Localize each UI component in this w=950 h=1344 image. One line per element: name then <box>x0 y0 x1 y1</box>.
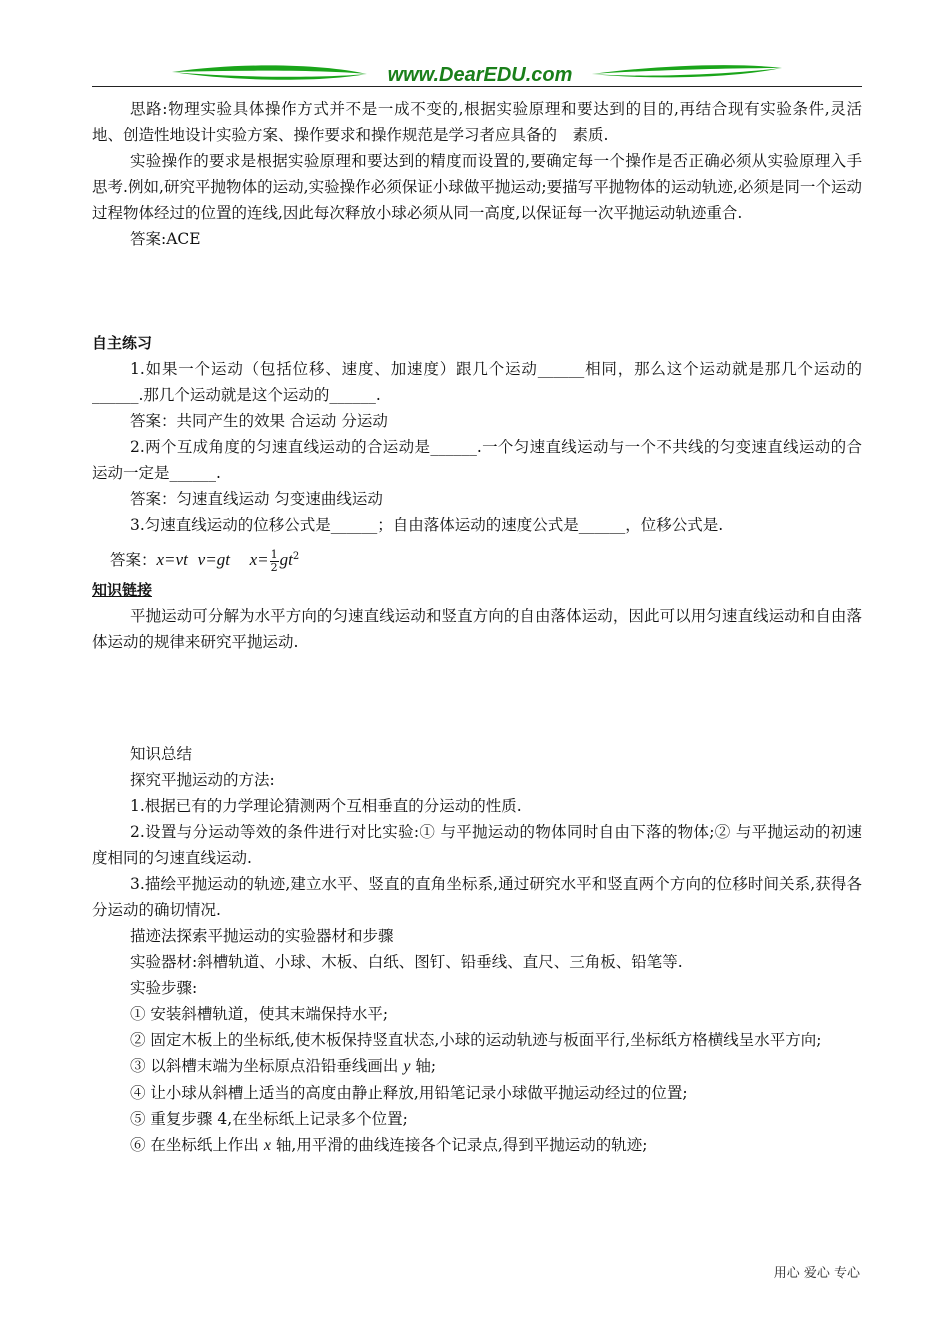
fraction-denominator: 2 <box>270 560 278 574</box>
link-heading: 知识链接 <box>92 581 153 600</box>
step-3-text: ③ 以斜槽末端为坐标原点沿铅垂线画出 <box>130 1057 404 1076</box>
header-divider <box>92 86 862 87</box>
question-2: 2.两个互成角度的匀速直线运动的合运动是______.一个匀速直线运动与一个不共线的匀变速直线运动的合运动一定是______. <box>92 438 862 482</box>
page-footer: 用心 爱心 专心 <box>773 1266 860 1281</box>
fraction-numerator: 1 <box>270 547 278 561</box>
link-paragraph: 平抛运动可分解为水平方向的匀速直线运动和竖直方向的自由落体运动，因此可以用匀速直线运动和自由落体运动的规律来研究平抛运动. <box>92 607 862 652</box>
steps-title: 实验步骤: <box>130 979 198 998</box>
answer-1: 答案：共同产生的效果 合运动 分运动 <box>130 412 388 430</box>
swoosh-logo-icon <box>92 60 862 88</box>
answer-2: 答案：匀速直线运动 匀变速曲线运动 <box>130 490 383 508</box>
site-header-logo <box>92 60 862 88</box>
question-3: 3.匀速直线运动的位移公式是______；自由落体运动的速度公式是______，位移公式是. <box>130 516 724 534</box>
answer-3 <box>92 540 862 577</box>
formula-velocity: v=gt <box>197 550 230 570</box>
method-2: 2.设置与分运动等效的条件进行对比实验:① 与平抛运动的物体同时自由下落的物体;② 与平抛运动的初速度相同的匀速直线运动. <box>92 823 862 868</box>
method-title: 探究平抛运动的方法: <box>130 771 275 790</box>
formula-fraction <box>270 549 279 574</box>
step-3-suffix: 轴; <box>410 1057 437 1076</box>
summary-heading: 知识总结 <box>130 745 193 764</box>
step-1: ① 安装斜槽轨道，使其末端保持水平; <box>130 1005 389 1024</box>
question-1: 1.如果一个运动（包括位移、速度、加速度）跟几个运动______相同，那么这个运动就是那几个运动的______.那几个运动就是这个运动的______. <box>92 360 862 404</box>
step-3 <box>92 1053 862 1080</box>
intro-paragraph-1: 思路:物理实验具体操作方式并不是一成不变的,根据实验原理和要达到的目的,再结合现有实验条件,灵活地、创造性地设计实验方案、操作要求和操作规范是学习者应具备的 素质. <box>92 100 862 144</box>
step-4: ④ 让小球从斜槽上适当的高度由静止释放,用铅笔记录小球做平抛运动经过的位置; <box>130 1084 688 1103</box>
method-3: 3.描绘平抛运动的轨迹,建立水平、竖直的直角坐标系,通过研究水平和竖直两个方向的位移时间关系,获得各分运动的确切情况. <box>92 875 862 920</box>
step-5: ⑤ 重复步骤 4,在坐标纸上记录多个位置; <box>130 1110 408 1129</box>
trace-title: 描迹法探索平抛运动的实验器材和步骤 <box>130 927 394 946</box>
intro-paragraph-2: 实验操作的要求是根据实验原理和要达到的精度而设置的,要确定每一个操作是否正确必须从实验原理入手思考.例如,研究平抛物体的运动,实验操作必须保证小球做平抛运动;要描写平抛物体的运动轨迹,必须是同一个运动过程物体经过的位置的连线,因此每次释放小球必须从同一高度,以保证每一次平抛运动轨迹重合. <box>92 152 862 222</box>
intro-answer: 答案:ACE <box>130 230 201 248</box>
step-2: ② 固定木板上的坐标纸,使木板保持竖直状态,小球的运动轨迹与板面平行,坐标纸方格横线呈水平方向; <box>130 1031 822 1050</box>
formula-displacement: x=vt <box>156 550 188 570</box>
step-3-variable: y <box>403 1058 411 1076</box>
formula-fall-lhs: x= <box>249 550 269 570</box>
formula-fall-rhs: gt <box>279 550 293 570</box>
document-body <box>92 96 862 1159</box>
equipment-list: 实验器材:斜槽轨道、小球、木板、白纸、图钉、铅垂线、直尺、三角板、铅笔等. <box>130 953 683 972</box>
spacer <box>92 252 862 330</box>
practice-heading: 自主练习 <box>92 334 153 352</box>
formula-exponent: 2 <box>292 551 300 562</box>
step-6-variable: x <box>263 1137 271 1155</box>
step-6 <box>92 1132 862 1159</box>
logo-text: www.DearEDU.com <box>387 64 573 86</box>
step-6-text: ⑥ 在坐标纸上作出 <box>130 1136 264 1155</box>
step-6-suffix: 轴,用平滑的曲线连接各个记录点,得到平抛运动的轨迹; <box>270 1136 648 1155</box>
spacer <box>92 655 862 741</box>
answer-3-label: 答案： <box>110 551 157 570</box>
method-1: 1.根据已有的力学理论猜测两个互相垂直的分运动的性质. <box>130 797 522 816</box>
